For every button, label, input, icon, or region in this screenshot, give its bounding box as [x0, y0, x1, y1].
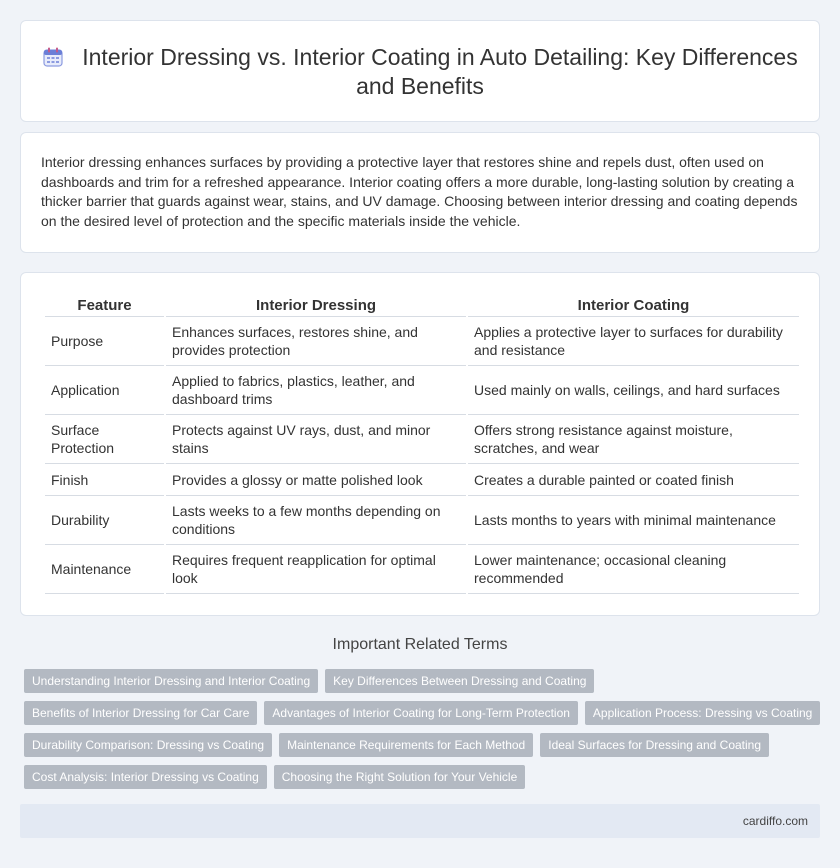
calendar-icon	[42, 46, 64, 68]
related-terms-tags	[24, 669, 824, 797]
coating-cell: Used mainly on walls, ceilings, and hard surfaces	[468, 366, 799, 415]
dressing-cell: Applied to fabrics, plastics, leather, and dashboard trims	[166, 366, 466, 415]
related-term-tag[interactable]: Cost Analysis: Interior Dressing vs Coating	[24, 765, 267, 789]
intro-card	[20, 132, 820, 253]
dressing-cell: Provides a glossy or matte polished look	[166, 464, 466, 496]
feature-cell: Maintenance	[45, 545, 164, 594]
table-row	[45, 545, 799, 594]
feature-cell: Durability	[45, 496, 164, 545]
header-interior-dressing: Interior Dressing	[166, 293, 466, 317]
feature-cell: Finish	[45, 464, 164, 496]
header-feature: Feature	[45, 293, 164, 317]
title-card	[20, 20, 820, 122]
related-term-tag[interactable]: Advantages of Interior Coating for Long-Term Protection	[264, 701, 578, 725]
table-row	[45, 415, 799, 464]
coating-cell: Lower maintenance; occasional cleaning recommended	[468, 545, 799, 594]
tag-row	[24, 669, 824, 693]
related-term-tag[interactable]: Understanding Interior Dressing and Interior Coating	[24, 669, 318, 693]
related-term-tag[interactable]: Durability Comparison: Dressing vs Coating	[24, 733, 272, 757]
dressing-cell: Requires frequent reapplication for optimal look	[166, 545, 466, 594]
feature-cell: Purpose	[45, 317, 164, 366]
coating-cell: Offers strong resistance against moisture, scratches, and wear	[468, 415, 799, 464]
page-title-wrap	[21, 43, 819, 101]
related-term-tag[interactable]: Maintenance Requirements for Each Method	[279, 733, 533, 757]
feature-cell: Surface Protection	[45, 415, 164, 464]
tag-row	[24, 701, 824, 725]
related-term-tag[interactable]: Ideal Surfaces for Dressing and Coating	[540, 733, 769, 757]
related-term-tag[interactable]: Application Process: Dressing vs Coating	[585, 701, 820, 725]
tag-row	[24, 733, 824, 757]
table-header-row	[45, 293, 799, 317]
dressing-cell: Protects against UV rays, dust, and minor stains	[166, 415, 466, 464]
related-term-tag[interactable]: Benefits of Interior Dressing for Car Care	[24, 701, 257, 725]
comparison-table-card	[20, 272, 820, 616]
related-term-tag[interactable]: Key Differences Between Dressing and Coating	[325, 669, 594, 693]
coating-cell: Applies a protective layer to surfaces for durability and resistance	[468, 317, 799, 366]
table-row	[45, 496, 799, 545]
feature-cell: Application	[45, 366, 164, 415]
related-term-tag[interactable]: Choosing the Right Solution for Your Vehicle	[274, 765, 526, 789]
table-row	[45, 464, 799, 496]
tag-row	[24, 765, 824, 789]
dressing-cell: Lasts weeks to a few months depending on conditions	[166, 496, 466, 545]
comparison-table	[43, 293, 801, 594]
coating-cell: Creates a durable painted or coated finish	[468, 464, 799, 496]
footer-site-link[interactable]: cardiffo.com	[742, 814, 808, 828]
coating-cell: Lasts months to years with minimal maintenance	[468, 496, 799, 545]
related-terms-title: Important Related Terms	[332, 636, 508, 653]
dressing-cell: Enhances surfaces, restores shine, and provides protection	[166, 317, 466, 366]
table-row	[45, 366, 799, 415]
table-row	[45, 317, 799, 366]
intro-paragraph: Interior dressing enhances surfaces by providing a protective layer that restores shine and repels dust, often used on dashboards and trim for a refreshed appearance. Interior coating offers a more durable, long-lasting solution by creating a thicker barrier that guards against wear, stains, and UV damage. Choosing between interior dressing and coating depends on the desired level of protection and the specific materials inside the vehicle.	[41, 154, 798, 229]
footer	[20, 804, 820, 838]
header-interior-coating: Interior Coating	[468, 293, 799, 317]
page-title: Interior Dressing vs. Interior Coating in Auto Detailing: Key Differences and Benefits	[82, 44, 798, 99]
